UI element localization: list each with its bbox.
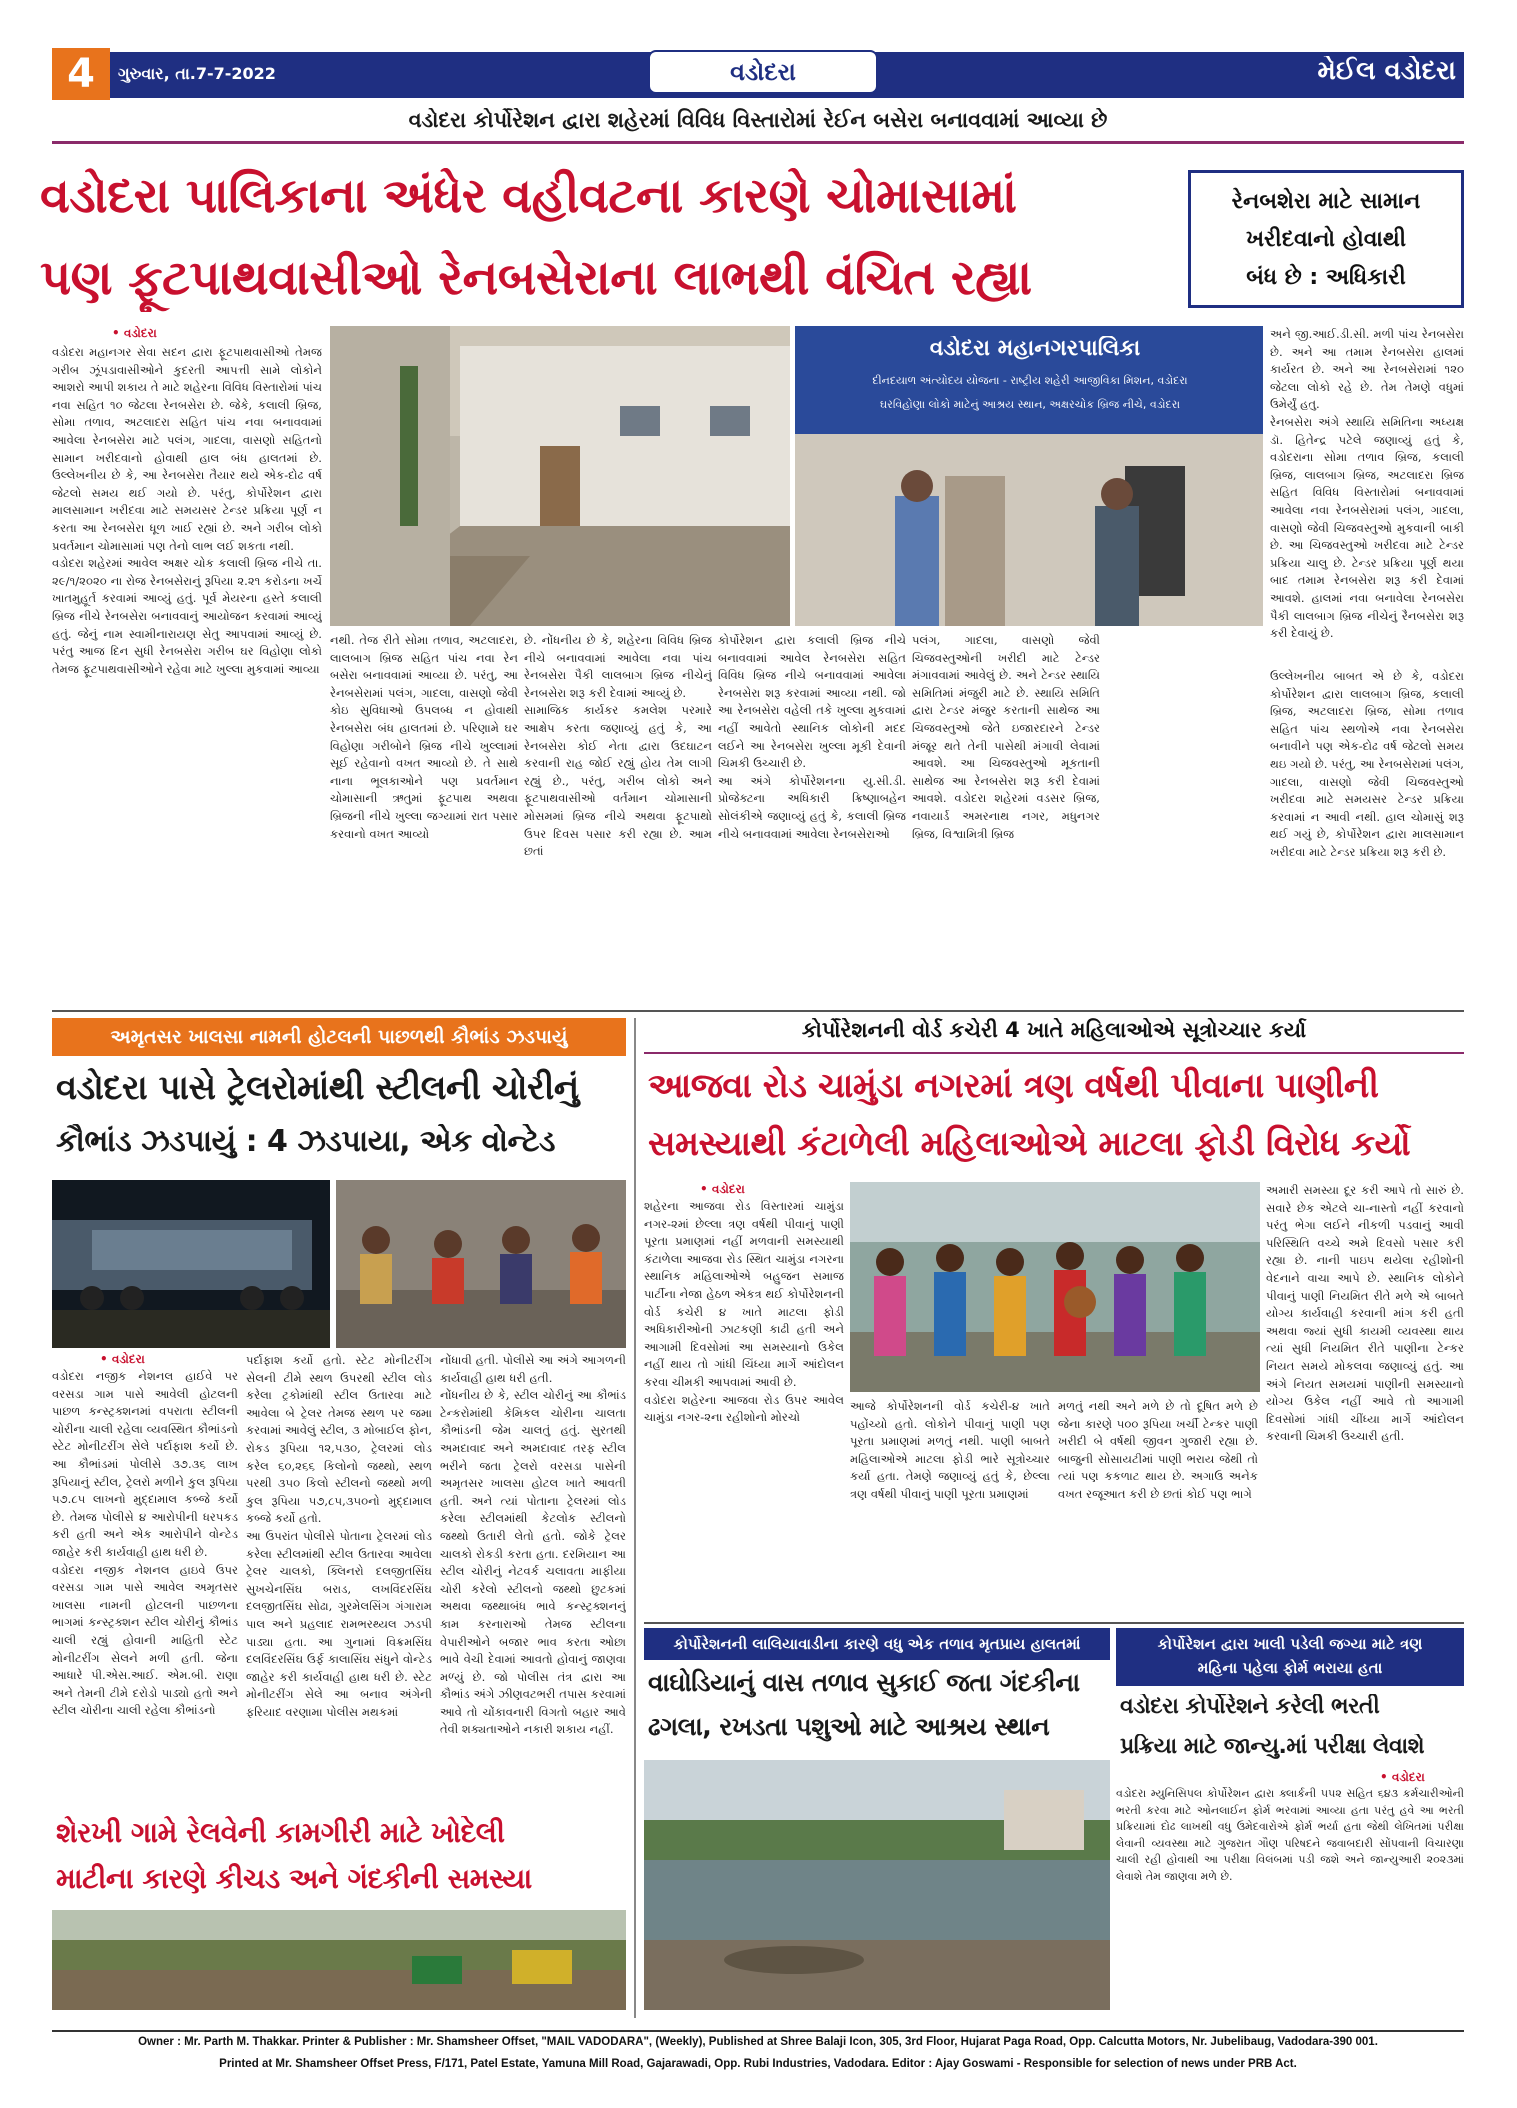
water-col-4: અમારી સમસ્યા દૂર કરી આપે તો સારું છે. સવારે છેક એટલે ચા-નાસ્તો નહીં કરવાનો પરંતુ ભેગા લઈને નીકળી પડવાનું આવી પરિસ્થિતિ વચ્ચે અમે દિવસો પસાર કરી રહ્યા છે. નાની પાઇપ થયેલા રહીશોની વેદનાને વાચા આપે છે. સ્થાનિક લોકોને પીવાનું પાણી નિયમિત રીતે મળે એ બાબતે યોગ્ય કાર્યવાહી કરવાની માંગ કરી હતી અથવા જ્યાં સુધી કાયમી વ્યવસ્થા થાય ત્યાં સુધી નિયમિત રીતે પાણીના ટેન્કર નિયત સમયે મોકલવા જણાવ્યું હતું. આ અંગે નિયત સમયમાં પાણીની સમસ્યાનો યોગ્ય ઉકેલ નહીં આવે તો આગામી દિવસોમાં ગાંધી ચીંધ્યા માર્ગે આંદોલન કરવાની ચિમકી ઉચ્ચારી હતી. bbox=[1266, 1183, 1464, 1444]
exam-dateline: • વડોદરા bbox=[1380, 1770, 1425, 1784]
women-protest-image bbox=[850, 1182, 1260, 1392]
steel-dateline: • વડોદરા bbox=[100, 1352, 145, 1366]
steel-kicker: અમૃતસર ખાલસા નામની હોટલની પાછળથી કૌભાંડ ઝડપાયું bbox=[110, 1026, 568, 1048]
paper-name: મેઈલ વડોદરા bbox=[1317, 56, 1456, 86]
lake-kicker-bar bbox=[644, 1628, 1110, 1660]
water-headline-2: સમસ્યાથી કંટાળેલી મહિલાઓએ માટલા ફોડી વિરોધ કર્યો bbox=[648, 1124, 1411, 1164]
exam-kicker-2: મહિના પહેલા ફોર્મ ભરાયા હતા bbox=[1197, 1659, 1383, 1677]
officials-photo bbox=[795, 326, 1263, 626]
page-number-box bbox=[52, 48, 110, 100]
boxed-quote-line-2: ખરીદવાનો હોવાથી bbox=[1245, 227, 1407, 252]
water-headline-1: આજવા રોડ ચામુંડા નગરમાં ત્રણ વર્ષથી પીવાના પાણીની bbox=[648, 1066, 1379, 1106]
top-headline-line-2: પણ ફૂટપાથવાસીઓ રેનબસેરાના લાભથી વંચિત રહ્યા bbox=[40, 250, 1032, 306]
steel-col-3: નોંધાવી હતી. પોલીસે આ અંગે આગળની કાર્યવાહી હાથ ધરી હતી. નોંધનીય છે કે, સ્ટીલ ચોરીનું આ કૌભાંડ ટેન્કરોમાંથી કેમિકલ ચોરીના ચાલતા કૌભાંડની જેમ ચાલતું હતું. સુરતથી અમદાવાદ અને અમદાવાદ તરફ સ્ટીલ ભરીને જતા ટ્રેલરો વરસડા પાસેની અમૃતસર ખાલસા હોટલ ખાતે આવતી હતી. અને ત્યાં પોતાના ટ્રેલરમાં લોડ કરેલા સ્ટીલમાંથી કેટલોક સ્ટીલનો જથ્થો ઉતારી લેતો હતો. જોકે ટ્રેલર ચાલકો રોકડી કરતા હતા. દરમિયાન આ સ્ટીલ ચોરીનું નેટવર્ક ચલાવતા માફીયા ચોરી કરેલો સ્ટીલનો જથ્થો છુટકમાં અથવા જથ્થાબંધ ભાવે કન્સ્ટ્રક્શનનું કામ કરનારાઓ તેમજ સ્ટીલના વેપારીઓને બજાર ભાવ કરતા ઓછા ભાવે વેચી દેવામાં આવતો હોવાનું જાણવા મળ્યું છે. જો પોલીસ તંત્ર દ્વારા આ કૌભાંડ અંગે ઝીણવટભરી તપાસ કરવામાં આવે તો ચોંકાવનારી વિગતો બહાર આવે તેવી શક્યતાઓને નકારી શકાય નહીં. bbox=[440, 1353, 626, 1737]
section-tab bbox=[648, 50, 878, 94]
exam-kicker-bar bbox=[1116, 1628, 1464, 1686]
railway-headline-2: માટીના કારણે કીચડ અને ગંદકીની સમસ્યા bbox=[56, 1862, 532, 1895]
water-dateline-text: વડોદરા bbox=[711, 1182, 745, 1196]
top-kicker: વડોદરા કોર્પોરેશન દ્વારા શહેરમાં વિવિધ વિસ્તારોમાં રેઈન બસેરા બનાવવામાં આવ્યા છે bbox=[408, 108, 1108, 132]
arrested-men-image bbox=[336, 1180, 626, 1348]
railway-headline-1: શેરખી ગામે રેલવેની કામગીરી માટે ખોદેલી bbox=[56, 1816, 505, 1849]
steel-kicker-bar bbox=[52, 1018, 626, 1056]
top-col-6b: ઉલ્લેખનીય બાબત એ છે કે, વડોદરા કોર્પોરેશન દ્વારા લાલબાગ બ્રિજ, કલાલી બ્રિજ, અટલાદરા બ્રિજ, સોમા તળાવ સહિત પાંચ સ્થળોએ નવા રેનબસેરા બનાવીને પણ એક-દોઢ વર્ષ જેટલો સમય થઇ ગયો છે. પરંતુ, આ રેનબસેરામાં પલંગ, ગાદલા, વાસણો જેવી ચિજવસ્તુઓ ખરીદવા માટે સમયસર ટેન્ડર પ્રક્રિયા કરવામાં ન આવી નથી. હાલ ચોમાસું શરૂ થઈ ગયું છે, કોર્પોરેશન દ્વારા માલસામાન ખરીદવા માટે ટેન્ડર પ્રક્રિયા શરૂ કરી છે. bbox=[1270, 669, 1464, 859]
top-col-5b bbox=[1106, 632, 1264, 1002]
column-divider bbox=[634, 1018, 636, 2018]
building-exterior-image bbox=[330, 326, 790, 626]
water-kicker: કોર્પોરેશનની વોર્ડ કચેરી 4 ખાતે મહિલાઓએ સૂત્રોચ્ચાર કર્યા bbox=[801, 1018, 1307, 1042]
exam-headline-2: પ્રક્રિયા માટે જાન્યુ.માં પરીક્ષા લેવાશે bbox=[1120, 1734, 1425, 1759]
top-dateline: • વડોદરા bbox=[112, 326, 157, 340]
top-col-1: વડોદરા મહાનગર સેવા સદન દ્વારા ફૂટપાથવાસીઓ તેમજ ગરીબ ઝૂંપડાવાસીઓને કુદરતી આપત્તી સામે લોકોને આશરો આપી શકાય તે માટે શહેરના વિવિધ વિસ્તારોમાં પાંચ નવા સહિત ૧૦ જેટલા રેનબસેરા છે. જેકે, કલાલી બ્રિજ, સોમા તળાવ, અટલાદરા સહિત પાંચ નવા બનાવવામાં આવેલા રેનબસેરા માટે પલંગ, ગાદલા, વાસણો સહિતનો સામાન ખરીદવાનો હોવાથી હાલ બંધ હાલતમાં છે. ઉલ્લેખનીય છે કે, આ રેનબસેરા તૈયાર થયે એક-દોઢ વર્ષ જેટલો સમય થઈ ગયો છે. પરંતુ, કોર્પોરેશન દ્વારા માલસામાન ખરીદવા માટે સમયસર ટેન્ડર પ્રક્રિયા પૂર્ણ ન કરતા આ રેનબસેરા ધૂળ ખાઈ રહ્યાં છે. અને ગરીબ લોકો પ્રવર્તમાન ચોમાસામાં પણ તેનો લાભ લઈ શકતા નથી. વડોદરા શહેરમાં આવેલ અક્ષર ચોક કલાલી બ્રિજ નીચે તા. ૨૯/૧/૨૦૨૦ ના રોજ રેનબસેરાનું રૂપિયા ૨.૨૧ કરોડના ખર્ચે ખાતમુહૂર્ત કરવામાં આવ્યું હતું. પૂર્વ મેયરના હસ્તે કલાલી બ્રિજ નીચે રેનબસેરા બનાવવાનું આયોજન કરવામાં આવ્યું હતું. જેનું નામ સ્વામીનારાયણ સેતુ આપવામાં આવ્યું છે. પરંતુ આજ દિન સુધી રેનબસેરા ગરીબ ઘર વિહોણા લોકો તેમજ ફૂટપાથવાસીઓને રહેવા માટે ખુલ્લા મુકવામાં આવ્યા bbox=[52, 345, 322, 676]
water-col-2: આજે કોર્પોરેશનની વોર્ડ કચેરી-૪ ખાતે પહોંચ્યો હતો. લોકોને પીવાનું પાણી પણ પૂરતા પ્રમાણમાં મળતું નથી. પાણી બાબતે મહિલાઓએ માટલા ફોડી ભારે સૂત્રોચ્ચાર કર્યા હતા. તેમણે જણાવ્યું હતું કે, છેલ્લા ત્રણ વર્ષથી પીવાનું પાણી પૂરતા પ્રમાણમાં bbox=[850, 1399, 1050, 1501]
lake-kicker: કોર્પોરેશનની લાલિયાવાડીના કારણે વધુ એક તળાવ મૃતપ્રાય હાલતમાં bbox=[673, 1635, 1081, 1653]
boxed-quote-line-1: રેનબશેરા માટે સામાન bbox=[1231, 189, 1421, 214]
top-dateline-text: વડોદરા bbox=[123, 326, 157, 340]
railway-mud-photo bbox=[52, 1910, 626, 2010]
boxed-quote bbox=[1188, 170, 1464, 308]
exam-kicker-1: કોર્પોરેશન દ્વારા ખાલી પડેલી જગ્યા માટે ત્રણ bbox=[1157, 1635, 1423, 1653]
page-number: 4 bbox=[67, 51, 95, 97]
section-divider-2 bbox=[644, 1622, 1464, 1624]
signboard-subtitle: દીનદયાળ અંત્યોદય યોજના - રાષ્ટ્રીય શહેરી આજીવિકા મિશન, વડોદરા bbox=[872, 374, 1188, 387]
rain-shelter-photo bbox=[330, 326, 790, 626]
muddy-road-image bbox=[52, 1910, 626, 2010]
signboard-address: ઘરવિહોણા લોકો માટેનું આશ્રય સ્થાન, અક્ષરચોક બ્રિજ નીચે, વડોદરા bbox=[879, 398, 1181, 411]
imprint-line-2: Printed at Mr. Shamsheer Offset Press, F/171, Patel Estate, Yamuna Mill Road, Gajarawadi, Opp. Rubi Industries, Vadodara. Editor : Ajay Goswami - Responsible for selection of news under PRB Act. bbox=[219, 2058, 1297, 2070]
issue-date: ગુરુવાર, તા.7-7-2022 bbox=[118, 64, 276, 83]
water-col-3: મળતું નથી અને મળે છે તો દૂષિત મળે છે જેના કારણે ૫૦૦ રૂપિયા ખર્ચી ટેન્કર પાણી ખરીદી બે વર્ષથી જીવન ગુજારી રહ્યા છે. બાજુની સોસાયટીમાં પાણી ભરાય જેથી તો ત્યાં પણ કકળાટ થાય છે. અગાઉ અનેક વખત રજૂઆત કરી છે છતાં કોઈ પણ ભાગે bbox=[1058, 1399, 1258, 1501]
exam-dateline-text: વડોદરા bbox=[1391, 1770, 1425, 1784]
steel-dateline-text: વડોદરા bbox=[111, 1352, 145, 1366]
accused-photo bbox=[336, 1180, 626, 1348]
exam-intro: વડોદરા મ્યુનિસિપલ કોર્પોરેશન દ્વારા ક્લાર્કની ૫૫૨ સહિત ૬૪૩ કર્મચારીઓની ભરતી કરવા માટે ઓનલાઈન ફોર્મ ભરવામાં આવ્યા હતા પરંતુ હવે આ ભરતી પ્રક્રિયામાં દોઢ લાખથી વધુ ઉમેદવારોએ ફોર્મ ભર્યા હતા જેથી લેખિતમાં પરીક્ષા લેવાની વ્યવસ્થા માટે ગુજરાત ગૌણ પરિષદને જવાબદારી સોંપવાની વિચારણા ચાલી રહી હોવાથી આ પરીક્ષા વિલંબમાં પડી જશે અને જાન્યુઆરી ૨૦૨૩માં લેવાશે તેમ જાણવા મળે છે. bbox=[1116, 1787, 1464, 1883]
steel-headline-2: કૌભાંડ ઝડપાયું : 4 ઝડપાયા, એક વોન્ટેડ bbox=[56, 1124, 555, 1159]
protest-photo bbox=[850, 1182, 1260, 1392]
signboard-title: વડોદરા મહાનગરપાલિકા bbox=[929, 336, 1141, 361]
water-kicker-rule bbox=[644, 1052, 1464, 1054]
night-trailer-image bbox=[52, 1180, 330, 1348]
lake-photo bbox=[644, 1760, 1110, 2010]
lake-headline-2: ઢગલા, રખડતા પશુઓ માટે આશ્રય સ્થાન bbox=[648, 1712, 1050, 1741]
kicker-rule bbox=[52, 141, 1464, 144]
top-col-3: છે. નોંધનીય છે કે, શહેરના વિવિધ બ્રિજ નીચે બનાવવામાં આવેલા નવા પાંચ રેનબસેરા પૈકી લાલબાગ બ્રિજ નીચેનું રેનબસેરા શરૂ કરી દેવામાં આવ્યું છે. સામાજિક કાર્યકર કમલેશ પરમારે આક્ષેપ કરતા જણાવ્યું હતું કે, આ રેનબસેરા કોઈ નેતા દ્વારા ઉદઘાટન કરવાની રાહ જોઈ રહ્યું હોય તેમ લાગી રહ્યું છે., પરંતુ, ગરીબ લોકો અને ફૂટપાથવાસીઓ વર્તમાન ચોમાસાની મોસમમાં બ્રિજ નીચે અથવા ફૂટપાથો ઉપર દિવસ પસાર કરી રહ્યા છે. આમ છતાં bbox=[524, 633, 712, 859]
top-col-4: કોર્પોરેશન દ્વારા કલાલી બ્રિજ નીચે બનાવવામાં આવેલ રેનબસેરા સહિત વિવિધ બ્રિજ નીચે બનાવવામાં આવેલા રેનબસેરા શરૂ કરવામાં આવ્યા નથી. જો આ રેનબસેરા વહેલી તકે ખુલ્લા મુકવામાં નહીં આવેતો સ્થાનિક લોકોની મદદ લઈને આ રેનબસેરા ખુલ્લા મૂકી દેવાની ચિમકી ઉચ્ચારી છે. આ અંગે કોર્પોરેશનના યુ.સી.ડી. પ્રોજેક્ટના અધિકારી ક્રિષ્ણાબહેન સોલંકીએ જણાવ્યું હતું કે, કલાલી બ્રિજ નીચે બનાવવામાં આવેલા રેનબસેરાઓ bbox=[718, 633, 906, 841]
water-dateline: • વડોદરા bbox=[700, 1182, 745, 1196]
top-headline-line-1: વડોદરા પાલિકાના અંધેર વહીવટના કારણે ચોમાસામાં bbox=[40, 168, 1017, 224]
signboard-scene-image bbox=[795, 326, 1263, 626]
top-col-2: નથી. તેજ રીતે સોમા તળાવ, અટલાદરા, લાલબાગ બ્રિજ સહિત પાંચ નવા રેન બસેરા બનાવવામાં આવ્યા છે. પરંતુ, આ રેનબસેરામાં પલંગ, ગાદલા, વાસણો જેવી કોઇ સુવિધાઓ ઉપલબ્ધ ન હોવાથી રેનબસેરા બંધ હાલતમાં છે. પરિણામે ઘર વિહોણા ગરીબોને બ્રિજ નીચે ખુલ્લામાં સૂઈ રહેવાનો વખત આવ્યો છે. તે સાથે નાના ભૂલકાઓને પણ પ્રવર્તમાન ચોમાસાની ઋતુમાં ફૂટપાથ અથવા બ્રિજની નીચે ખુલ્લા જગ્યામાં રાત પસાર કરવાનો વખત આવ્યો bbox=[330, 633, 518, 841]
steel-col-1: વડોદરા નજીક નેશનલ હાઈવે પર વરસડા ગામ પાસે આવેલી હોટલની પાછળ કન્સ્ટ્રક્શનમાં વપરાતા સ્ટીલની ચોરીના ચાલી રહેલા વ્યવસ્થિત કૌભાંડનો સ્ટેટ મોનીટરીંગ સેલે પર્દાફાશ કર્યો છે. આ કૌભાંડમાં પોલીસે ૩૭.૩૬ લાખ રૂપિયાનું સ્ટીલ, ટ્રેલરો મળીને કુલ રૂપિયા ૫૭.૮૫ લાખનો મુદ્દામાલ કબ્જે કર્યો છે. તેમજ પોલીસે ૪ આરોપીની ધરપકડ કરી હતી અને એક આરોપીને વોન્ટેડ જાહેર કરી કાર્યવાહી હાથ ધરી છે. વડોદરા નજીક નેશનલ હાઇવે ઉપર વરસડા ગામ પાસે આવેલ અમૃતસર ખાલસા નામની હોટલની પાછળના ભાગમાં કન્સ્ટ્રક્શન સ્ટીલ ચોરીનું કૌભાંડ ચાલી રહ્યું હોવાની માહિતી સ્ટેટ મોનીટરીંગ સેલને મળી હતી. જેના આધારે પી.એસ.આઈ. એમ.બી. રાણા અને તેમની ટીમે દરોડો પાડ્યો હતો અને સ્ટીલ ચોરીના ચાલી રહેલા કૌભાંડનો bbox=[52, 1369, 238, 1718]
steel-col-2: પર્દાફાશ કર્યો હતો. સ્ટેટ મોનીટરીંગ સેલની ટીમે સ્થળ ઉપરથી સ્ટીલ લોડ કરેલા ટ્રકોમાંથી સ્ટીલ ઉતારવા માટે આવેલા બે ટ્રેલર તેમજ સ્થળ પર જમા કરવામાં આવેલું સ્ટીલ, ૩ મોબાઈલ ફોન, રોકડ રૂપિયા ૧૨,૫૩૦, ટ્રેલરમાં લોડ કરેલ ૬૦,૨૬૬ કિલોનો જથ્થો, સ્થળ પરથી ૩૫૦ કિલો સ્ટીલનો જથ્થો મળી કુલ રૂપિયા ૫૭,૮૫,૩૫૦નો મુદ્દામાલ કબ્જે કર્યો હતો. આ ઉપરાંત પોલીસે પોતાના ટ્રેલરમાં લોડ કરેલા સ્ટીલમાંથી સ્ટીલ ઉતારવા આવેલા ટ્રેલર ચાલકો, ક્લિનરો દલજીતસિંઘ સુખચેનસિંઘ બરાડ, લખવિંદરસિંઘ દલજીતસિંઘ સોઢા, ગુરમેલસિંગ ગંગારામ પાલ અને પ્રહલાદ રામભરથ્યલ ઝડપી પાડ્યા હતા. આ ગુનામાં વિક્રમસિંઘ દલવિંદરસિંઘ ઉર્ફ કાલાસિંઘ સંધુને વોન્ટેડ જાહેર કરી કાર્યવાહી હાથ ધરી છે. સ્ટેટ મોનીટરીંગ સેલે આ બનાવ અંગેની ફરિયાદ વરણામા પોલીસ મથકમાં bbox=[246, 1353, 432, 1719]
water-col-1: શહેરના આજવા રોડ વિસ્તારમાં ચામુંડા નગર-૨માં છેલ્લા ત્રણ વર્ષથી પીવાનું પાણી પૂરતા પ્રમાણમાં નહીં મળવાની સમસ્યાથી કંટાળેલા આજવા રોડ સ્થિત ચામુંડા નગરના સ્થાનિક મહિલાઓએ બહુજન સમાજ પાર્ટીના નેજા હેઠળ એકત્ર થઈ કોર્પોરેશનની વોર્ડ કચેરી ૪ ખાતે માટલા ફોડી અધિકારીઓની ઝાટકણી કાઢી હતી અને આગામી દિવસોમાં આ સમસ્યાનો ઉકેલ નહીં થાય તો ગાંધી ચિંધ્યા માર્ગે આંદોલન કરવા ચીમકી આપવામાં આવી છે. વડોદરા શહેરના આજવા રોડ ઉપર આવેલ ચામુંડા નગર-૨ના રહીશોનો મોરચો bbox=[644, 1199, 844, 1425]
imprint-line-1: Owner : Mr. Parth M. Thakkar. Printer & Publisher : Mr. Shamsheer Offset, "MAIL VADODARA", (Weekly), Published at Shree Balaji Icon, 305, 3rd Floor, Hujarat Paga Road, Opp. Calcutta Motors, Nr. Jubelibaug, Vadodara-390 001. bbox=[138, 2036, 1378, 2048]
steel-headline-1: વડોદરા પાસે ટ્રેલરોમાંથી સ્ટીલની ચોરીનું bbox=[56, 1068, 579, 1108]
section-name: વડોદરા bbox=[730, 58, 796, 86]
dry-lake-image bbox=[644, 1760, 1110, 2010]
footer-rule bbox=[52, 2030, 1464, 2032]
top-col-5: પલંગ, ગાદલા, વાસણો જેવી ચિજવસ્તુઓની ખરીદી માટે ટેન્ડર મંગાવવામાં આવેલું છે. અને ટેન્ડર સ્થાયિ સમિતિમાં મંજુરી માટે છે. સ્થાયિ સમિતિ દ્વારા ટેન્ડર મંજુર કરતાની સાથેજ આ ચિજવસ્તુઓ જેતે ઇજારદારને ટેન્ડર મંજૂર થતે તેની પાસેથી મંગાવી લેવામાં આવશે. આ ચિજવસ્તુઓ મૂકતાની સાથેજ આ રેનબસેરા શરૂ કરી દેવામાં આવશે. વડોદરા શહેરમાં વડસર બ્રિજ, નવાયાર્ડ અમરનાથ નગર, મધુનગર બ્રિજ, વિશ્વામિત્રી બ્રિજ bbox=[912, 633, 1100, 841]
lake-headline-1: વાઘોડિયાનું વાસ તળાવ સુકાઈ જતા ગંદકીના bbox=[648, 1668, 1080, 1697]
top-col-6a: અને જી.આઈ.ડી.સી. મળી પાંચ રેનબસેરા છે. અને આ તમામ રેનબસેરા હાલમાં કાર્યરત છે. અને આ રેનબસેરામાં ૧૨૦ જેટલા લોકો રહે છે. તેમ તેમણે વધુમાં ઉમેર્યું હતુ. રેનબસેરા અંગે સ્થાયિ સમિતિના અધ્યક્ષ ડૉ. હિતેન્દ્ર પટેલે જણાવ્યું હતું કે, વડોદરાના સોમા તળાવ બ્રિજ, કલાલી બ્રિજ, લાલબાગ બ્રિજ, અટલાદરા બ્રિજ સહિત વિવિધ વિસ્તારોમાં બનાવવામાં આવેલા નવા રેનબસેરામાં પલંગ, ગાદલા, વાસણો જેવી ચિજવસ્તુઓ મુકવાની બાકી છે. આ ચિજવસ્તુઓ ખરીદવા માટે ટેન્ડર પ્રક્રિયા ચાલુ છે. ટેન્ડર પ્રક્રિયા પૂર્ણ થયા બાદ તમામ રેનબસેરા શરૂ કરી દેવામાં આવશે. હાલમાં નવા બનાવેલા રેનબસેરા પૈકી લાલબાગ બ્રિજ નીચેનું રૈનબસેરા શરૂ કરી દેવાયું છે. bbox=[1270, 327, 1464, 641]
exam-headline-1: વડોદરા કોર્પોરેશને કરેલી ભરતી bbox=[1120, 1694, 1380, 1719]
boxed-quote-line-3: બંધ છે : અધિકારી bbox=[1246, 265, 1406, 290]
trailer-photo bbox=[52, 1180, 330, 1348]
section-divider-1 bbox=[52, 1010, 1464, 1012]
